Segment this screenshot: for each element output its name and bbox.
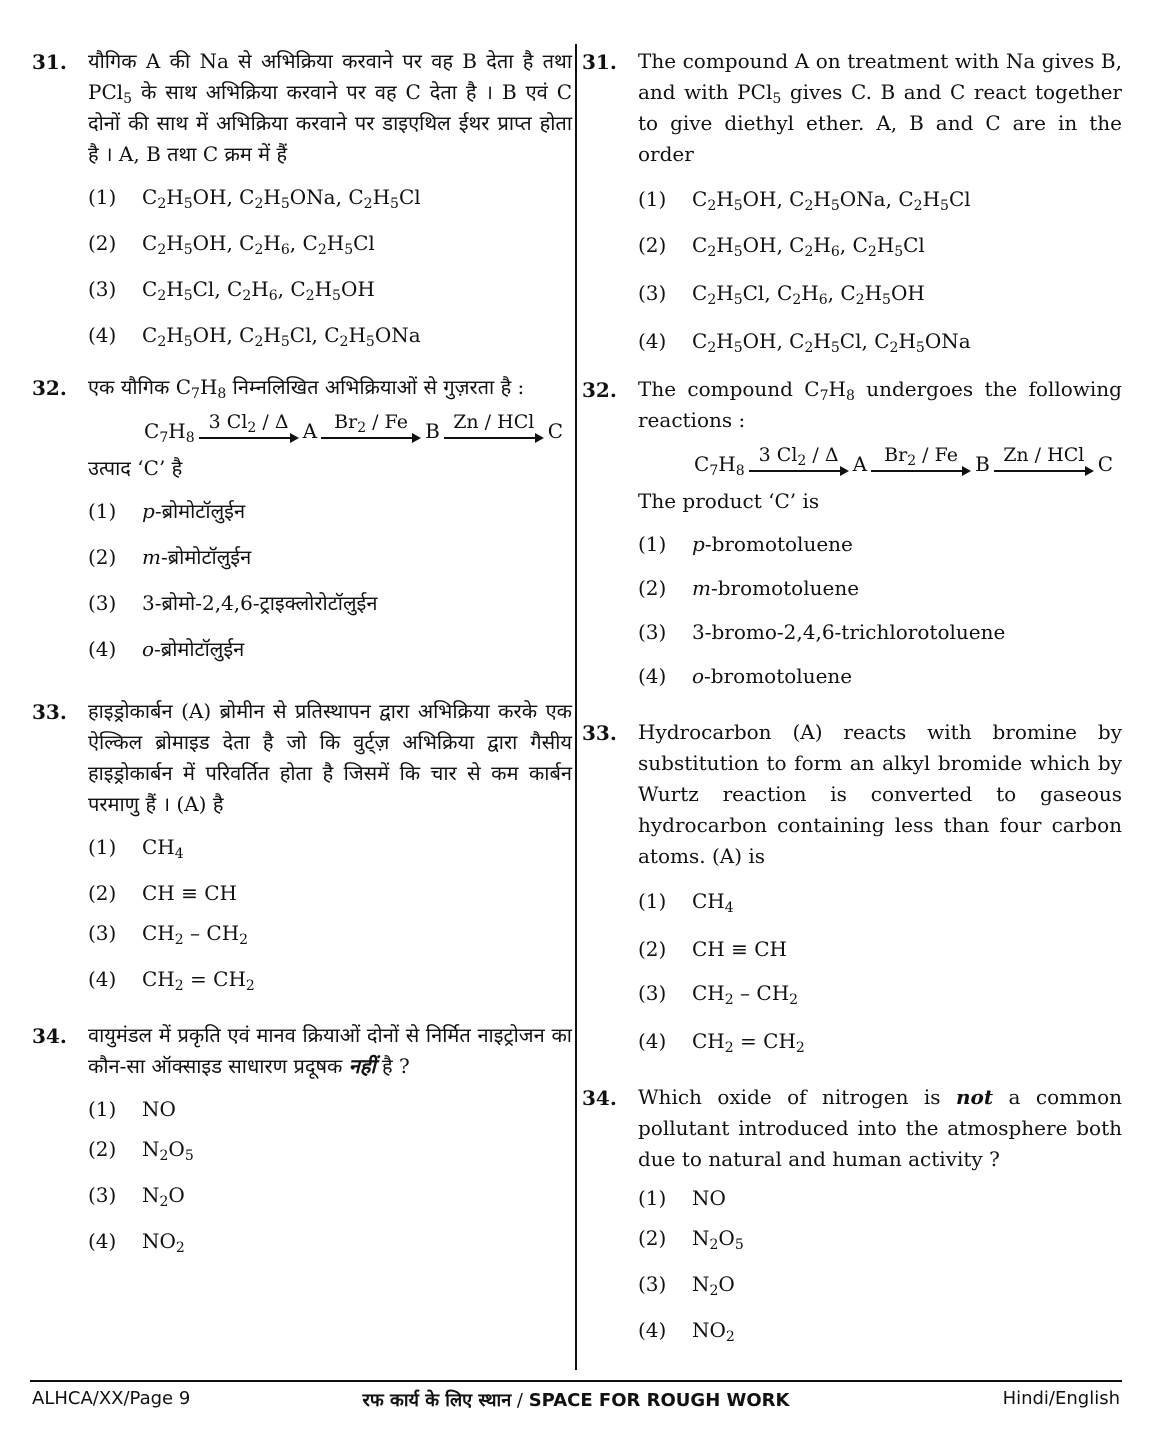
option-4: (4) o-bromotoluene (638, 664, 853, 688)
question-33-hindi (32, 696, 572, 994)
page-footer (32, 1388, 1120, 1418)
option-1: (1) $CH_4$ (638, 889, 734, 916)
options (88, 182, 572, 350)
scheme-product-b: B (425, 419, 440, 443)
footer-rule (30, 1380, 1122, 1382)
english-column (582, 46, 1122, 1361)
option-3: (3) $CH_2 - CH_2$ (88, 921, 249, 948)
question-number: 33. (582, 721, 617, 745)
page-code: ALHCA/XX/Page 9 (32, 1388, 191, 1409)
option-4: (4) $CH_2 = CH_2$ (638, 1029, 805, 1056)
question-text: The compound A on treatment with Na gives B, and with PCl$_5$ gives C. B and C react together to give diethyl ether. A, B and C are in the order (638, 49, 1122, 166)
option-4: (4) $C_2H_5OH$, $C_2H_5Cl$, $C_2H_5ONa$ (638, 329, 971, 356)
reaction-scheme (144, 411, 572, 446)
question-number: 32. (582, 378, 617, 402)
reaction-arrow-3: Zn / HCl (444, 411, 544, 443)
language-label: Hindi/English (1002, 1388, 1120, 1409)
options (638, 184, 1122, 356)
question-number: 33. (32, 700, 67, 724)
question-34-hindi (32, 1020, 572, 1256)
scheme-product-a: A (302, 419, 318, 443)
option-1: (1) $CH_4$ (88, 835, 184, 862)
scheme-product-c: C (547, 419, 564, 443)
question-prompt: उत्पाद ‘C’ है (88, 456, 183, 480)
question-text: Which oxide of nitrogen is not a common pollutant introduced into the atmosphere both due to natural and human activity ? (638, 1085, 1122, 1171)
option-3: (3) $CH_2 - CH_2$ (638, 981, 799, 1008)
reaction-arrow-2: $Br_2$ / Fe (321, 411, 421, 443)
question-prompt: The product ‘C’ is (638, 489, 820, 513)
option-1: (1) NO (638, 1186, 726, 1210)
question-text: एक यौगिक $C_7H_8$ निम्नलिखित अभिक्रियाओं से गुज़रता है : (88, 375, 525, 402)
hindi-column (32, 46, 572, 1272)
option-2: (2) $N_2O_5$ (88, 1137, 194, 1164)
question-text: यौगिक A की Na से अभिक्रिया करवाने पर वह B देता है तथा PCl$_5$ के साथ अभिक्रिया करवाने पर वह C देता है । B एवं C दोनों की साथ में अभिक्रिया करवाने पर डाइएथिल ईथर प्राप्त होता है । A, B तथा C क्रम में हैं (88, 49, 572, 166)
question-text: हाइड्रोकार्बन (A) ब्रोमीन से प्रतिस्थापन द्वारा अभिक्रिया करके एक ऐल्किल ब्रोमाइड देता है जो कि वुर्ट्ज़ अभिक्रिया द्वारा गैसीय हाइड्रोकार्बन में परिवर्तित होता है जिसमें कि चार से कम कार्बन परमाणु हैं । (A) है (88, 699, 572, 816)
reaction-arrow-3: Zn / HCl (994, 444, 1094, 476)
option-3: (3) $N_2O$ (638, 1272, 735, 1299)
reaction-arrow-1: 3 $Cl_2$ / Δ (199, 411, 299, 443)
option-4: (4) o-ब्रोमोटॉलुईन (88, 637, 245, 661)
option-2: (2) m-ब्रोमोटॉलुईन (88, 545, 252, 569)
question-text: The compound $C_7H_8$ undergoes the following reactions : (638, 377, 1122, 432)
question-number: 31. (582, 50, 617, 74)
options (88, 496, 572, 664)
option-2: (2) CH ≡ CH (88, 881, 237, 905)
options (638, 886, 1122, 1056)
question-31-hindi (32, 46, 572, 350)
option-1: (1) NO (88, 1097, 176, 1121)
option-3: (3) 3-ब्रोमो-2,4,6-ट्राइक्लोरोटॉलुईन (88, 591, 378, 615)
scheme-start: $C_7H_8$ (694, 452, 745, 479)
scheme-product-c: C (1097, 452, 1114, 476)
option-2: (2) $C_2H_5OH$, $C_2H_6$, $C_2H_5Cl$ (88, 231, 375, 258)
option-4: (4) $C_2H_5OH$, $C_2H_5Cl$, $C_2H_5ONa$ (88, 323, 421, 350)
option-2: (2) m-bromotoluene (638, 576, 860, 600)
question-text: Hydrocarbon (A) reacts with bromine by substitution to form an alkyl bromide which by Wurtz reaction is converted to gaseous hydrocarbon containing less than four carbon atoms. (A) is (638, 720, 1122, 868)
question-32-english (582, 374, 1122, 691)
option-1: (1) $C_2H_5OH$, $C_2H_5ONa$, $C_2H_5Cl$ (88, 185, 421, 212)
question-33-english (582, 717, 1122, 1056)
option-3: (3) $N_2O$ (88, 1183, 185, 1210)
question-text: वायुमंडल में प्रकृति एवं मानव क्रियाओं दोनों से निर्मित नाइट्रोजन का कौन-सा ऑक्साइड साधारण प्रदूषक नहीं है ? (88, 1023, 572, 1078)
option-1: (1) p-ब्रोमोटॉलुईन (88, 499, 246, 523)
option-4: (4) $NO_2$ (88, 1229, 185, 1256)
option-2: (2) CH ≡ CH (638, 937, 787, 961)
question-31-english (582, 46, 1122, 356)
scheme-product-b: B (975, 452, 990, 476)
question-34-english (582, 1082, 1122, 1345)
option-3: (3) 3-bromo-2,4,6-trichlorotoluene (638, 620, 1006, 644)
options (88, 1094, 572, 1256)
reaction-arrow-2: $Br_2$ / Fe (871, 444, 971, 476)
question-number: 32. (32, 376, 67, 400)
option-4: (4) $NO_2$ (638, 1318, 735, 1345)
option-2: (2) $N_2O_5$ (638, 1226, 744, 1253)
scheme-product-a: A (852, 452, 868, 476)
options (88, 832, 572, 994)
option-3: (3) $C_2H_5Cl$, $C_2H_6$, $C_2H_5OH$ (638, 281, 925, 308)
question-number: 34. (582, 1086, 617, 1110)
rough-work-label: रफ कार्य के लिए स्थान / SPACE FOR ROUGH WORK (362, 1390, 790, 1411)
scheme-start: $C_7H_8$ (144, 419, 195, 446)
column-divider (575, 44, 577, 1370)
question-number: 31. (32, 50, 67, 74)
option-1: (1) p-bromotoluene (638, 532, 853, 556)
option-2: (2) $C_2H_5OH$, $C_2H_6$, $C_2H_5Cl$ (638, 233, 925, 260)
options (638, 1183, 1122, 1345)
option-4: (4) $CH_2 = CH_2$ (88, 967, 255, 994)
reaction-arrow-1: 3 $Cl_2$ / Δ (749, 444, 849, 476)
options (638, 529, 1122, 691)
reaction-scheme (694, 444, 1122, 479)
question-32-hindi (32, 372, 572, 664)
option-1: (1) $C_2H_5OH$, $C_2H_5ONa$, $C_2H_5Cl$ (638, 187, 971, 214)
option-3: (3) $C_2H_5Cl$, $C_2H_6$, $C_2H_5OH$ (88, 277, 375, 304)
question-number: 34. (32, 1024, 67, 1048)
